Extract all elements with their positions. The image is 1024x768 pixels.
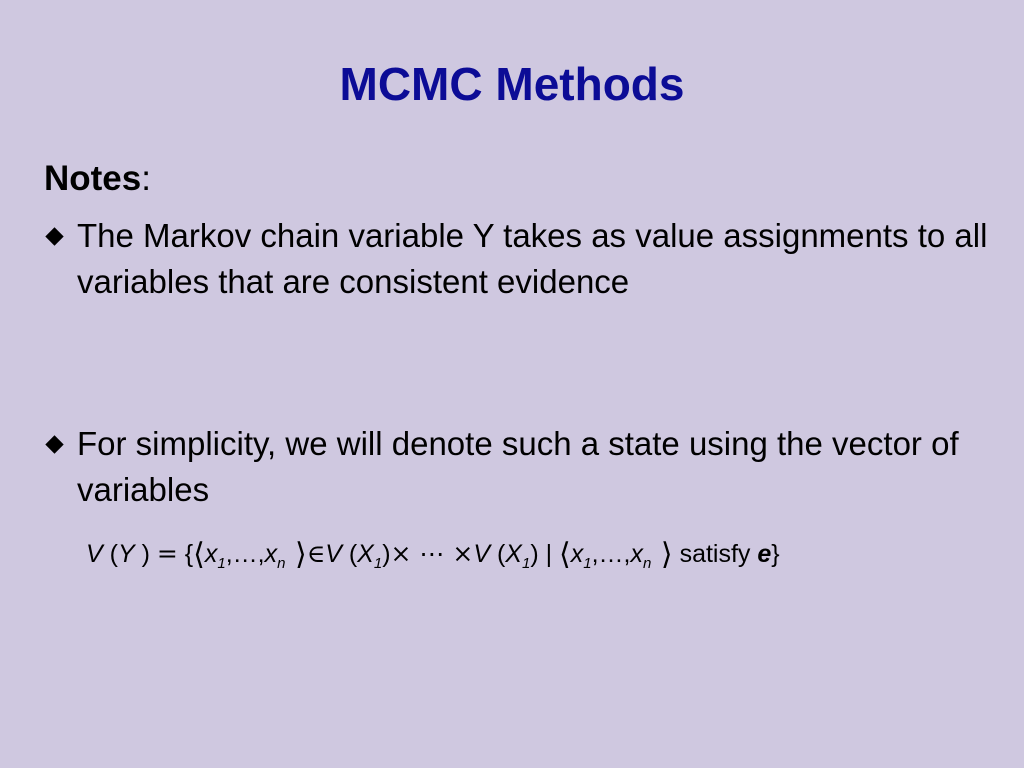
diamond-bullet-icon	[45, 227, 63, 245]
diamond-bullet-icon	[45, 435, 63, 453]
bullet-item	[44, 421, 994, 513]
bullet-item	[44, 213, 994, 305]
bullet-text: The Markov chain variable Y takes as value assignments to all variables that are consistent evidence	[77, 217, 988, 300]
notes-colon: :	[141, 159, 151, 198]
bullet-text: For simplicity, we will denote such a state using the vector of variables	[77, 425, 959, 508]
state-formula: V (Y ) = {$⟨x_1,\dots,x_n$ ⟩∈V $(X_1)\times$ ⋯ ×V $(X_1)$ | $⟨x_1,\dots,x_n$ ⟩ satisfy e}	[86, 537, 780, 572]
notes-heading	[44, 157, 151, 201]
notes-label: Notes	[44, 159, 142, 198]
slide-title: MCMC Methods	[339, 58, 685, 110]
